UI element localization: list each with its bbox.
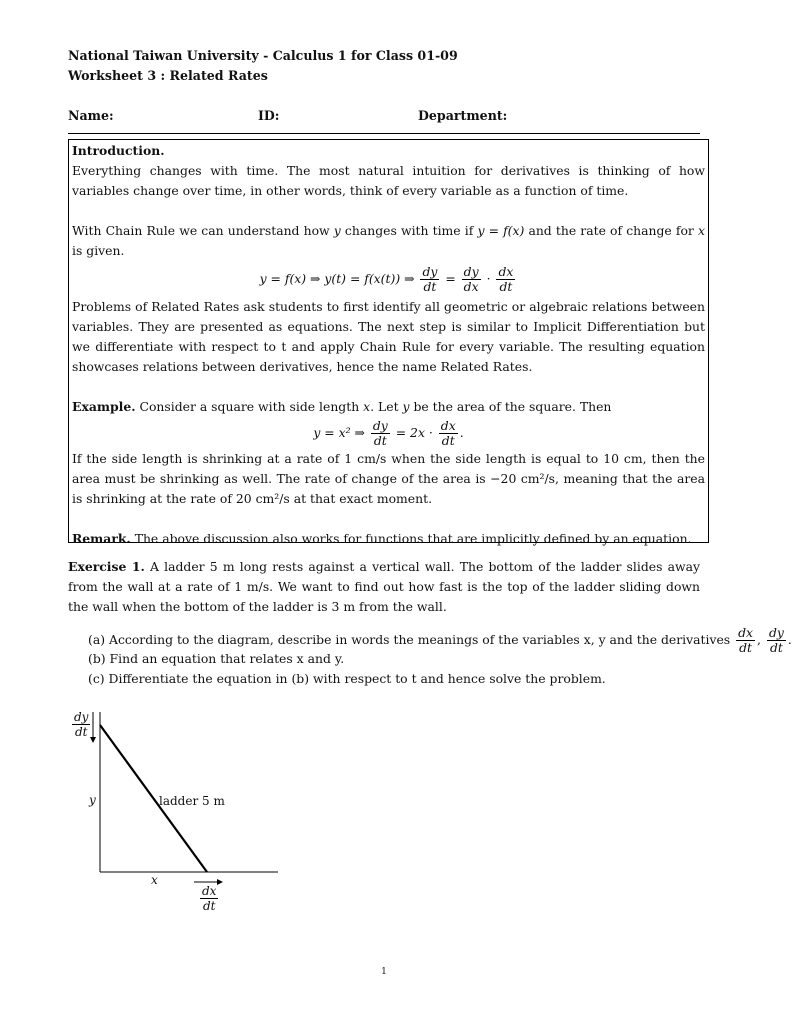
exercise-item-a: (a) According to the diagram, describe in words the meanings of the variables x, y and the derivatives $\frac{dx}{dt}$ , $\frac{dy}{dt}$ . (88, 625, 792, 655)
exercise-item-b: (b) Find an equation that relates x and y. (88, 651, 345, 666)
exercise-title: Exercise 1. (68, 559, 145, 574)
remark-paragraph: Remark. The above discussion also works for functions that are implicitly defined by an equation. (72, 531, 692, 546)
ladder-label: ladder 5 m (159, 794, 225, 808)
x-label: x (151, 873, 158, 887)
intro-paragraph-4: If the side length is shrinking at a rate of 1 cm/s when the side length is equal to 10 cm, then the area must be shrinking as well. The rate of change of the area is −20 cm²/s, meaning that the area is shrinking at the rate of 20 cm²/s at that exact moment. (72, 451, 705, 506)
introduction-box (68, 139, 709, 546)
exercise-text: A ladder 5 m long rests against a vertical wall. The bottom of the ladder slides away from the wall at a rate of 1 m/s. We want to find out how fast is the top of the ladder sliding down the wall when the bottom of the ladder is 3 m from the wall. (68, 559, 700, 614)
example-paragraph: Example. Consider a square with side length x. Let y be the area of the square. Then (72, 399, 612, 414)
y-label: y (89, 793, 96, 807)
exercise-1 (68, 557, 700, 617)
id-label: ID: (258, 108, 280, 123)
chain-rule-equation: y = f(x) ⇒ y(t) = f(x(t)) ⇒ $\frac{dy}{dt}$ = $\frac{dy}{dx}$ · $\frac{dx}{dt}$ (259, 264, 514, 294)
intro-paragraph-1: Everything changes with time. The most natural intuition for derivatives is thinking of how variables change over time, in other words, think of every variable as a function of time. (72, 163, 705, 198)
worksheet-title: Worksheet 3 : Related Rates (68, 68, 268, 83)
page-number: 1 (381, 967, 387, 977)
department-label: Department: (418, 108, 508, 123)
example-equation: y = x² ⇒ $\frac{dy}{dt}$ = 2x · $\frac{dx}{dt}$ . (313, 418, 464, 448)
intro-paragraph-3: Problems of Related Rates ask students to first identify all geometric or algebraic relations between variables. They are presented as equations. The next step is similar to Implicit Differentiation but we differentiate with respect to t and apply Chain Rule for every variable. The resulting equation showcases relations between derivatives, hence the name Related Rates. (72, 299, 705, 374)
dy-dt-label: $\frac{dy}{dt}$ (74, 710, 89, 739)
ladder-diagram (60, 700, 300, 930)
exercise-item-c: (c) Differentiate the equation in (b) with respect to t and hence solve the problem. (88, 671, 606, 686)
intro-title: Introduction. (72, 143, 165, 158)
header-rule (68, 133, 700, 134)
course-title: National Taiwan University - Calculus 1 for Class 01-09 (68, 48, 458, 63)
name-label: Name: (68, 108, 114, 123)
dx-dt-label: $\frac{dx}{dt}$ (202, 884, 217, 913)
intro-paragraph-2: With Chain Rule we can understand how y changes with time if y = f(x) and the rate of change for x is given. (72, 223, 705, 258)
ladder-diagram-svg (60, 700, 300, 930)
